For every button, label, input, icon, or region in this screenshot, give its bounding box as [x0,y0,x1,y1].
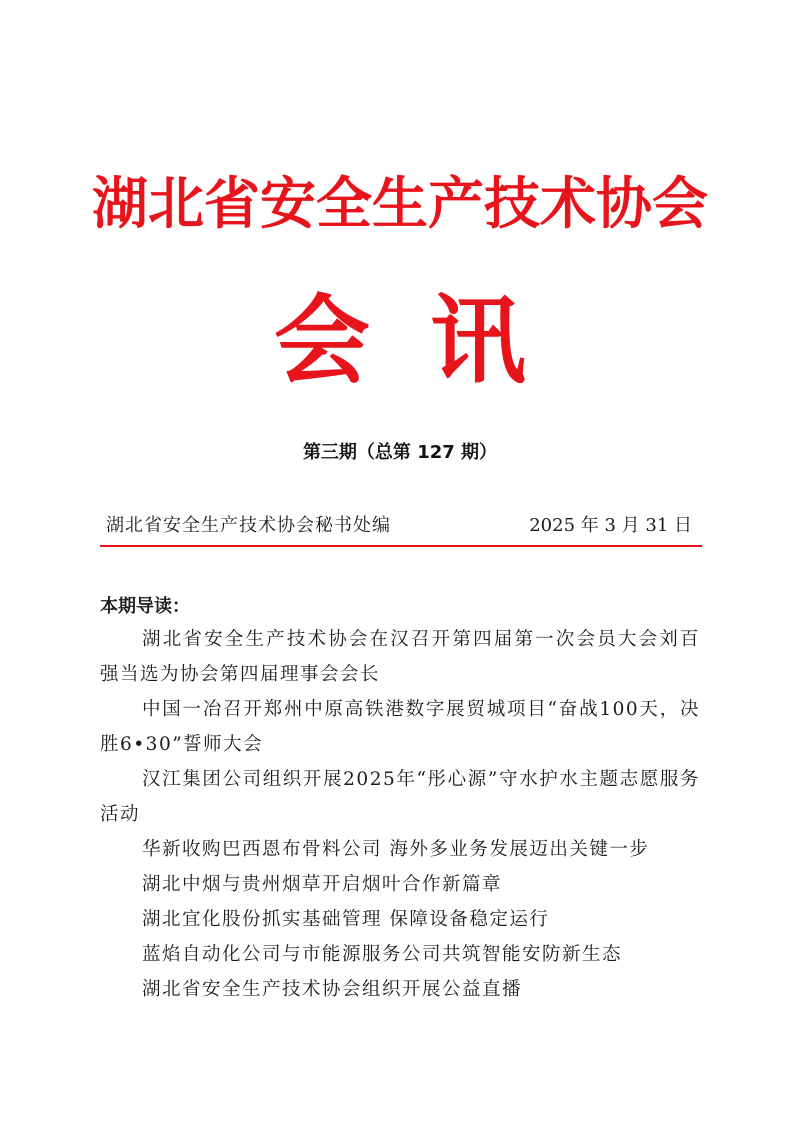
publication-title: 会讯 [274,285,586,397]
issue-number: 第三期（总第 127 期） [302,442,498,463]
guide-item[interactable]: 湖北省安全生产技术协会在汉召开第四届第一次会员大会刘百强当选为协会第四届理事会会长 [100,629,700,685]
guide-item[interactable]: 湖北中烟与贵州烟草开启烟叶合作新篇章 [142,874,503,895]
guide-heading: 本期导读： [100,596,190,617]
masthead-row [100,512,700,540]
masthead-divider [100,545,702,547]
guide-list [100,622,700,1007]
guide-item[interactable]: 华新收购巴西恩布骨料公司 海外多业务发展迈出关键一步 [142,839,650,860]
publish-date: 2025 年 3 月 31 日 [529,515,692,536]
guide-item[interactable]: 湖北宜化股份抓实基础管理 保障设备稳定运行 [142,909,550,930]
guide-item[interactable]: 蓝焰自动化公司与市能源服务公司共筑智能安防新生态 [142,944,623,965]
publisher-name: 湖北省安全生产技术协会秘书处编 [106,515,391,536]
organization-title: 湖北省安全生产技术协会 [92,171,708,237]
guide-item[interactable]: 中国一冶召开郑州中原高铁港数字展贸城项目“奋战100天，决胜6•30”誓师大会 [100,699,700,755]
guide-item[interactable]: 汉江集团公司组织开展2025年“彤心源”守水护水主题志愿服务活动 [100,769,700,825]
guide-item[interactable]: 湖北省安全生产技术协会组织开展公益直播 [142,979,523,1000]
